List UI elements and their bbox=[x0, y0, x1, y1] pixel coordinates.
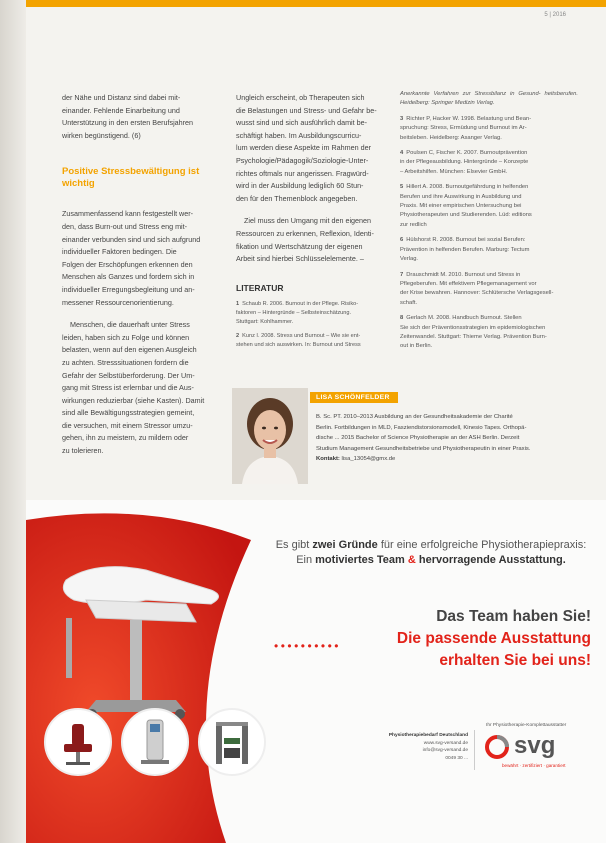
ad-tagline: Es gibt zwei Gründe für eine erfolgreiche Physiotherapiepraxis: Ein motiviertes Team & hervorragende Ausstattung. bbox=[275, 539, 587, 566]
product-circle-machine bbox=[198, 708, 266, 776]
reference-item: 4 Poulsen C, Fischer K. 2007. Burnoutprävention in der Pflegeausbildung. Hintergründe – Konzepte – Arbeitshilfen. München: Elsevier GmbH. bbox=[400, 150, 529, 175]
article-column-1 bbox=[62, 92, 214, 468]
ad-headline-2: Die passende Ausstattung bbox=[396, 630, 591, 647]
literature-heading: LITERATUR bbox=[236, 282, 284, 293]
reference-item: 7 Drauschmidt M. 2010. Burnout und Stress in Pflegeberufen. Mit effektivem Pflegemanagement vor der Krise bewahren. Hannover: Schlütersche Verlagsgesell- schaft. bbox=[400, 271, 554, 306]
author-name: LISA SCHÖNFELDER bbox=[310, 392, 398, 403]
ad-headline-1: Das Team haben Sie! bbox=[436, 608, 591, 625]
brand-slogan: bewährt · zertifiziert · garantiert bbox=[502, 763, 566, 768]
red-swoosh-background bbox=[26, 500, 251, 843]
paragraph: Zusammenfassend kann festgestellt wer- den, dass Burn-out und Stress eng mit- einander verbunden sind und sich aufgrund individueller Faktoren bedingen. Die Folgen der Erschöpfungen erkennen den Menschen als Ganzes und fordern sich in individueller Erregungsbegleitung und an- messener Ressourcenorientierung. bbox=[62, 209, 201, 307]
article-column-3 bbox=[400, 90, 578, 358]
literature-list bbox=[236, 300, 388, 349]
reference-item: 8 Gerlach M. 2008. Handbuch Burnout. Stellen Sie sich der Präventionsstrategien im epidemiologischen Zeitenwandel. Stuttgart: Thieme Verlag. Prävention Burn- out in Berlin. bbox=[400, 315, 547, 350]
paragraph: Ziel muss den Umgang mit den eigenen Ressourcen zu erkennen, Reflexion, Identi- fikation und Wertschätzung der eigenen Arbeit sind hierbei Schlüsselelemente. – bbox=[236, 216, 374, 264]
reference-continuation: Anerkannte Verfahren zur Stressbilanz in Gesund- heitsberufen. Heidelberg: Springer Medizin Verlag. bbox=[400, 91, 578, 107]
brand-tagline: Ihr Physiotherapie-Komplettausstatter bbox=[486, 723, 567, 728]
page-spine bbox=[0, 0, 26, 843]
author-box bbox=[232, 388, 582, 488]
advertiser-contact: Physiotherapiebedarf Deutschland www.svg-versand.de info@svg-versand.de 0049 30 ... bbox=[388, 733, 468, 761]
advertisement bbox=[26, 500, 606, 843]
product-circle-trainer bbox=[121, 708, 189, 776]
article-column-2 bbox=[236, 92, 388, 355]
svg-logo: svg bbox=[484, 734, 594, 760]
paragraph: Ungleich erscheint, ob Therapeuten sich die Belastungen und Stress- und Gefahr be- wusst sind und sich ausführlich damit be- schäftigt haben. Im Ausbildungscurricu- lum werden diese Aspekte im Rahmen der Psychologie/Pädagogik/Soziologie-Unter- richtes oftmals nur angerissen. Fragwürd- wird in der Ausbildung lediglich 60 Stun- den für den Themenblock angegeben. bbox=[236, 93, 377, 203]
reference-item: 5 Hillert A. 2008. Burnoutgefährdung in helfenden Berufen und ihre Auswirkung in Ausbildung und Praxis. Mit einer empirischen Untersuchung bei Physiotherapeuten und Studierenden. Lüd: editions zur redlich bbox=[400, 184, 532, 228]
product-circle-chair bbox=[44, 708, 112, 776]
paragraph: Menschen, die dauerhaft unter Stress leiden, haben sich zu Folge und können belasten, wenn auf den eigenen Ausgleich zu achten. Stresssituationen fordern die Gefahr der Selbstüberforderung. Der Um- gang mit Stress ist erlernbar und die Aus- wirkungen reduzierbar (siehe Kasten). Damit sind alle Bewältigungsstrategien gemeint, die versuchen, mit einem Stressor umzu- gehen, ihn zu meistern, zu mildern oder zu tolerieren. bbox=[62, 320, 205, 456]
author-email[interactable]: lisa_13054@gmx.de bbox=[341, 456, 396, 463]
reference-item: 1 Schaub R. 2006. Burnout in der Pflege. Risiko- faktoren – Hintergründe – Selbsteinschätzung. Stuttgart: Kohlhammer. bbox=[236, 301, 359, 325]
ad-headline-3: erhalten Sie bei uns! bbox=[439, 652, 591, 669]
paragraph: der Nähe und Distanz sind dabei mit- einander. Fehlende Einarbeitung und Unterstützung in den ersten Berufsjahren wirken begünstigend. (6) bbox=[62, 93, 194, 140]
author-bio-text: B. Sc. PT. 2010–2013 Ausbildung an der Gesundheitsakademie der Charité Berlin. Fortbildungen in MLD, Fasziendistorsionsmodell, Kinesio Tapes. Orthopä- dische ... 2015 Bachelor of Science Physiotherapie an der ASH Berlin. Derzeit Studium Management Gesundheitsbetriebe und Physiotherapeutin in einer Praxis. bbox=[316, 414, 531, 452]
page-number: 5 | 2016 bbox=[544, 12, 566, 18]
divider bbox=[474, 730, 475, 770]
reference-item: 6 Hülshorst R. 2008. Burnout bei sozial Berufen: Prävention in helfenden Berufen. Marburg: Tectum Verlag. bbox=[400, 237, 530, 263]
author-photo bbox=[232, 388, 308, 484]
reference-item: 2 Kunz I. 2008. Stress und Burnout – Wie sie ent- stehen und sich auswirken. In: Burnout und Stress bbox=[236, 333, 361, 348]
contact-label: Kontakt: bbox=[316, 456, 340, 463]
reference-item: 3 Richter P, Hacker W. 1998. Belastung und Bean- spruchung: Stress, Ermüdung und Burnout im Ar- beitsleben. Heidelberg: Asanger Verlag. bbox=[400, 115, 532, 141]
dotted-line-decoration: •••••••••• bbox=[274, 639, 342, 653]
author-bio bbox=[316, 412, 578, 465]
subheading: Positive Stressbewältigung ist wichtig bbox=[62, 166, 200, 190]
top-accent-bar bbox=[26, 0, 606, 7]
